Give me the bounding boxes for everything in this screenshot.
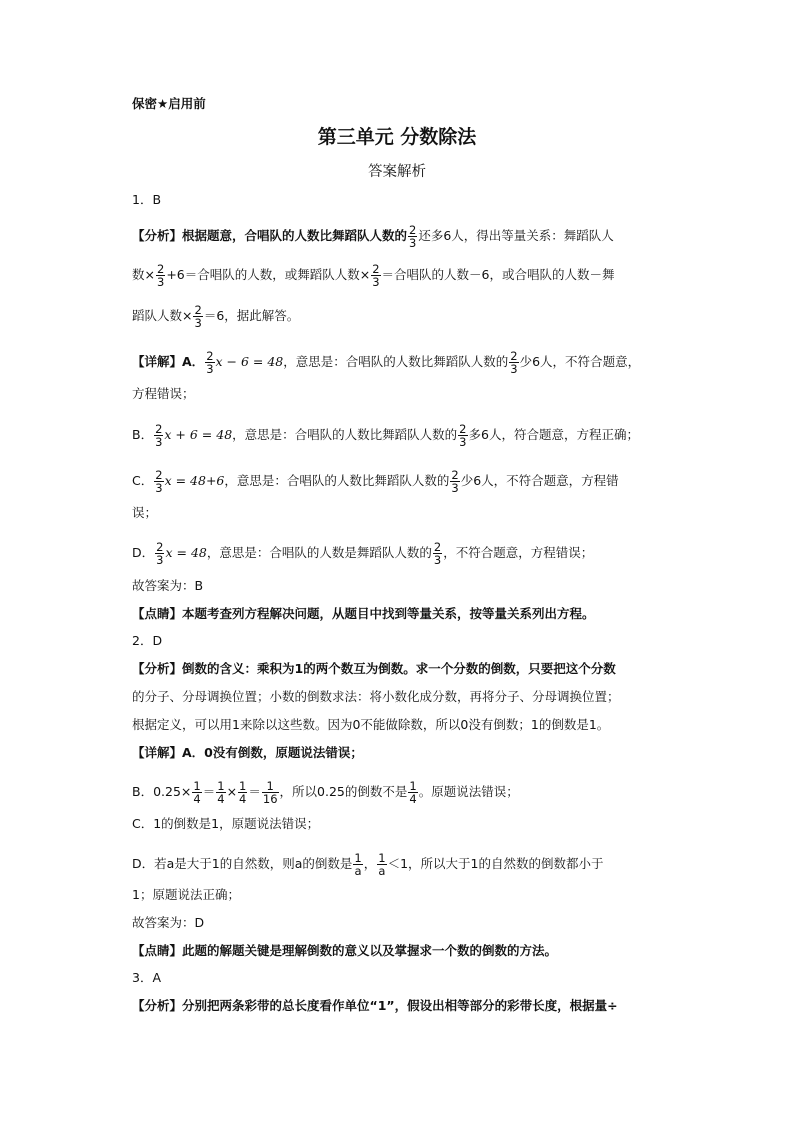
equation: x + 6 = 48	[164, 427, 233, 442]
q1-detail-a-cont: 方程错误；	[132, 386, 195, 401]
text: 多6人，符合题意，方程正确；	[468, 427, 639, 442]
fraction-two-thirds	[371, 263, 380, 288]
numerator: 2	[459, 422, 467, 436]
fraction-two-thirds	[154, 423, 163, 448]
q1-comment: 【点睛】本题考查列方程解决问题，从题目中找到等量关系，按等量关系列出方程。	[132, 606, 595, 621]
text: B．	[132, 427, 154, 442]
q1-analysis-l1-post: 还多6人，得出等量关系：舞蹈队人	[418, 228, 614, 243]
denominator: 3	[156, 275, 165, 289]
text: 蹈队人数×	[132, 308, 193, 323]
text: ＜1，所以大于1的自然数的倒数都小于	[387, 856, 604, 871]
text: +6＝合唱队的人数，或舞蹈队人数×	[166, 267, 371, 282]
numerator: 2	[156, 540, 164, 554]
fraction-one-quarter	[408, 780, 417, 805]
numerator: 1	[409, 779, 417, 793]
numerator: 2	[451, 468, 459, 482]
q2-detail-d-cont: 1；原题说法正确；	[132, 887, 240, 902]
text: ，意思是：合唱队的人数是舞蹈队人数的	[206, 545, 432, 560]
fraction-one-a	[377, 852, 386, 877]
fraction-two-thirds	[450, 469, 459, 494]
numerator: 2	[194, 303, 202, 317]
numerator: 1	[217, 779, 225, 793]
q1-detail-c-cont: 误；	[132, 505, 158, 520]
numerator: 2	[433, 540, 442, 554]
q2-analysis-line-3: 根据定义，可以用1来除以这些数。因为0不能做除数，所以0没有倒数；1的倒数是1。	[132, 717, 610, 732]
numerator: 1	[262, 780, 279, 793]
page-title: 第三单元 分数除法	[317, 126, 477, 148]
text: 数×	[132, 267, 155, 282]
text: ＝6，据此解答。	[203, 308, 300, 323]
text: D．若a是大于1的自然数，则a的倒数是	[132, 856, 353, 871]
numerator: 1	[193, 779, 201, 793]
q1-analysis-line-2	[132, 263, 672, 288]
text: 少6人，不符合题意，	[519, 354, 641, 369]
text: ＝	[202, 784, 216, 799]
denominator: 4	[217, 792, 225, 806]
denominator: a	[378, 864, 386, 878]
fraction-two-thirds	[408, 224, 417, 249]
numerator: 2	[510, 349, 518, 363]
q2-detail-b	[132, 780, 672, 805]
denominator: 3	[459, 435, 467, 449]
fraction-one-quarter	[238, 780, 247, 805]
page-subtitle: 答案解析	[368, 164, 426, 180]
denominator: 3	[451, 481, 459, 495]
denominator: a	[354, 864, 362, 878]
q2-analysis-line-2: 的分子、分母调换位置；小数的倒数求法：将小数化成分数，再将分子、分母调换位置；	[132, 689, 620, 704]
text: 【详解】A．	[132, 354, 205, 369]
fraction-one-quarter	[192, 780, 201, 805]
denominator: 3	[510, 362, 518, 376]
q1-detail-b	[132, 423, 672, 448]
numerator: 2	[155, 422, 163, 436]
text: ，意思是：合唱队的人数比舞蹈队人数的	[283, 354, 509, 369]
confidential-label: 保密★启用前	[132, 96, 206, 111]
text: ，不符合题意，方程错误；	[443, 545, 594, 560]
q2-answer: 故答案为：D	[132, 915, 205, 930]
q2-detail-d	[132, 852, 672, 877]
q1-detail-d	[132, 541, 672, 566]
denominator: 3	[194, 316, 202, 330]
fraction-two-thirds	[458, 423, 467, 448]
denominator: 3	[372, 275, 380, 289]
equation: x − 6 = 48	[215, 354, 284, 369]
numerator: 2	[409, 223, 417, 237]
numerator: 2	[156, 262, 165, 276]
text: 少6人，不符合题意，方程错	[460, 473, 619, 488]
fraction-two-thirds	[433, 541, 442, 566]
equation: x = 48	[165, 545, 207, 560]
q2-analysis-line-1: 【分析】倒数的含义：乘积为1的两个数互为倒数。求一个分数的倒数，只要把这个分数	[132, 661, 616, 676]
numerator: 2	[206, 349, 214, 363]
denominator: 3	[156, 553, 164, 567]
numerator: 1	[354, 851, 362, 865]
text: ×	[226, 784, 238, 799]
q2-detail-a: 【详解】A．0没有倒数，原题说法错误；	[132, 745, 363, 760]
q1-number: 1．B	[132, 192, 162, 207]
q2-number: 2．D	[132, 633, 163, 648]
q3-analysis-line-1: 【分析】分别把两条彩带的总长度看作单位“1”，假设出相等部分的彩带长度，根据量÷	[132, 998, 618, 1013]
text: ，	[363, 856, 377, 871]
numerator: 2	[155, 468, 163, 482]
q1-analysis-line-3	[132, 304, 672, 329]
q1-analysis-line-1	[132, 224, 672, 249]
q1-detail-c	[132, 469, 672, 494]
fraction-one-sixteenth	[262, 780, 279, 805]
text: ＝	[248, 784, 261, 799]
fraction-two-thirds	[193, 304, 202, 329]
text: B．0.25×	[132, 784, 192, 799]
q1-analysis-l1-pre: 【分析】根据题意，合唱队的人数比舞蹈队人数的	[132, 228, 408, 243]
denominator: 4	[193, 792, 201, 806]
fraction-two-thirds	[154, 469, 163, 494]
fraction-one-a	[353, 852, 362, 877]
numerator: 1	[239, 779, 247, 793]
fraction-two-thirds	[509, 350, 518, 375]
q2-detail-c: C．1的倒数是1，原题说法错误；	[132, 816, 320, 831]
fraction-two-thirds	[155, 541, 164, 566]
q3-number: 3．A	[132, 970, 162, 985]
text: D．	[132, 545, 155, 560]
denominator: 4	[409, 792, 417, 806]
q1-answer: 故答案为：B	[132, 578, 204, 593]
numerator: 1	[378, 851, 386, 865]
fraction-two-thirds	[205, 350, 214, 375]
q2-comment: 【点睛】此题的解题关键是理解倒数的意义以及掌握求一个数的倒数的方法。	[132, 943, 558, 958]
denominator: 16	[262, 792, 278, 806]
text: ，所以0.25的倒数不是	[279, 784, 408, 799]
text: ，意思是：合唱队的人数比舞蹈队人数的	[224, 473, 450, 488]
fraction-one-quarter	[216, 780, 225, 805]
fraction-two-thirds	[156, 263, 165, 288]
numerator: 2	[372, 262, 380, 276]
denominator: 3	[155, 435, 163, 449]
denominator: 4	[239, 792, 247, 806]
text: ＝合唱队的人数－6，或合唱队的人数－舞	[381, 267, 615, 282]
denominator: 3	[433, 553, 442, 567]
text: 。原题说法错误；	[418, 784, 519, 799]
text: ，意思是：合唱队的人数比舞蹈队人数的	[232, 427, 458, 442]
denominator: 3	[409, 236, 417, 250]
text: C．	[132, 473, 154, 488]
denominator: 3	[155, 481, 163, 495]
equation: x = 48+6	[164, 473, 225, 488]
denominator: 3	[206, 362, 214, 376]
q1-detail-a	[132, 350, 672, 375]
